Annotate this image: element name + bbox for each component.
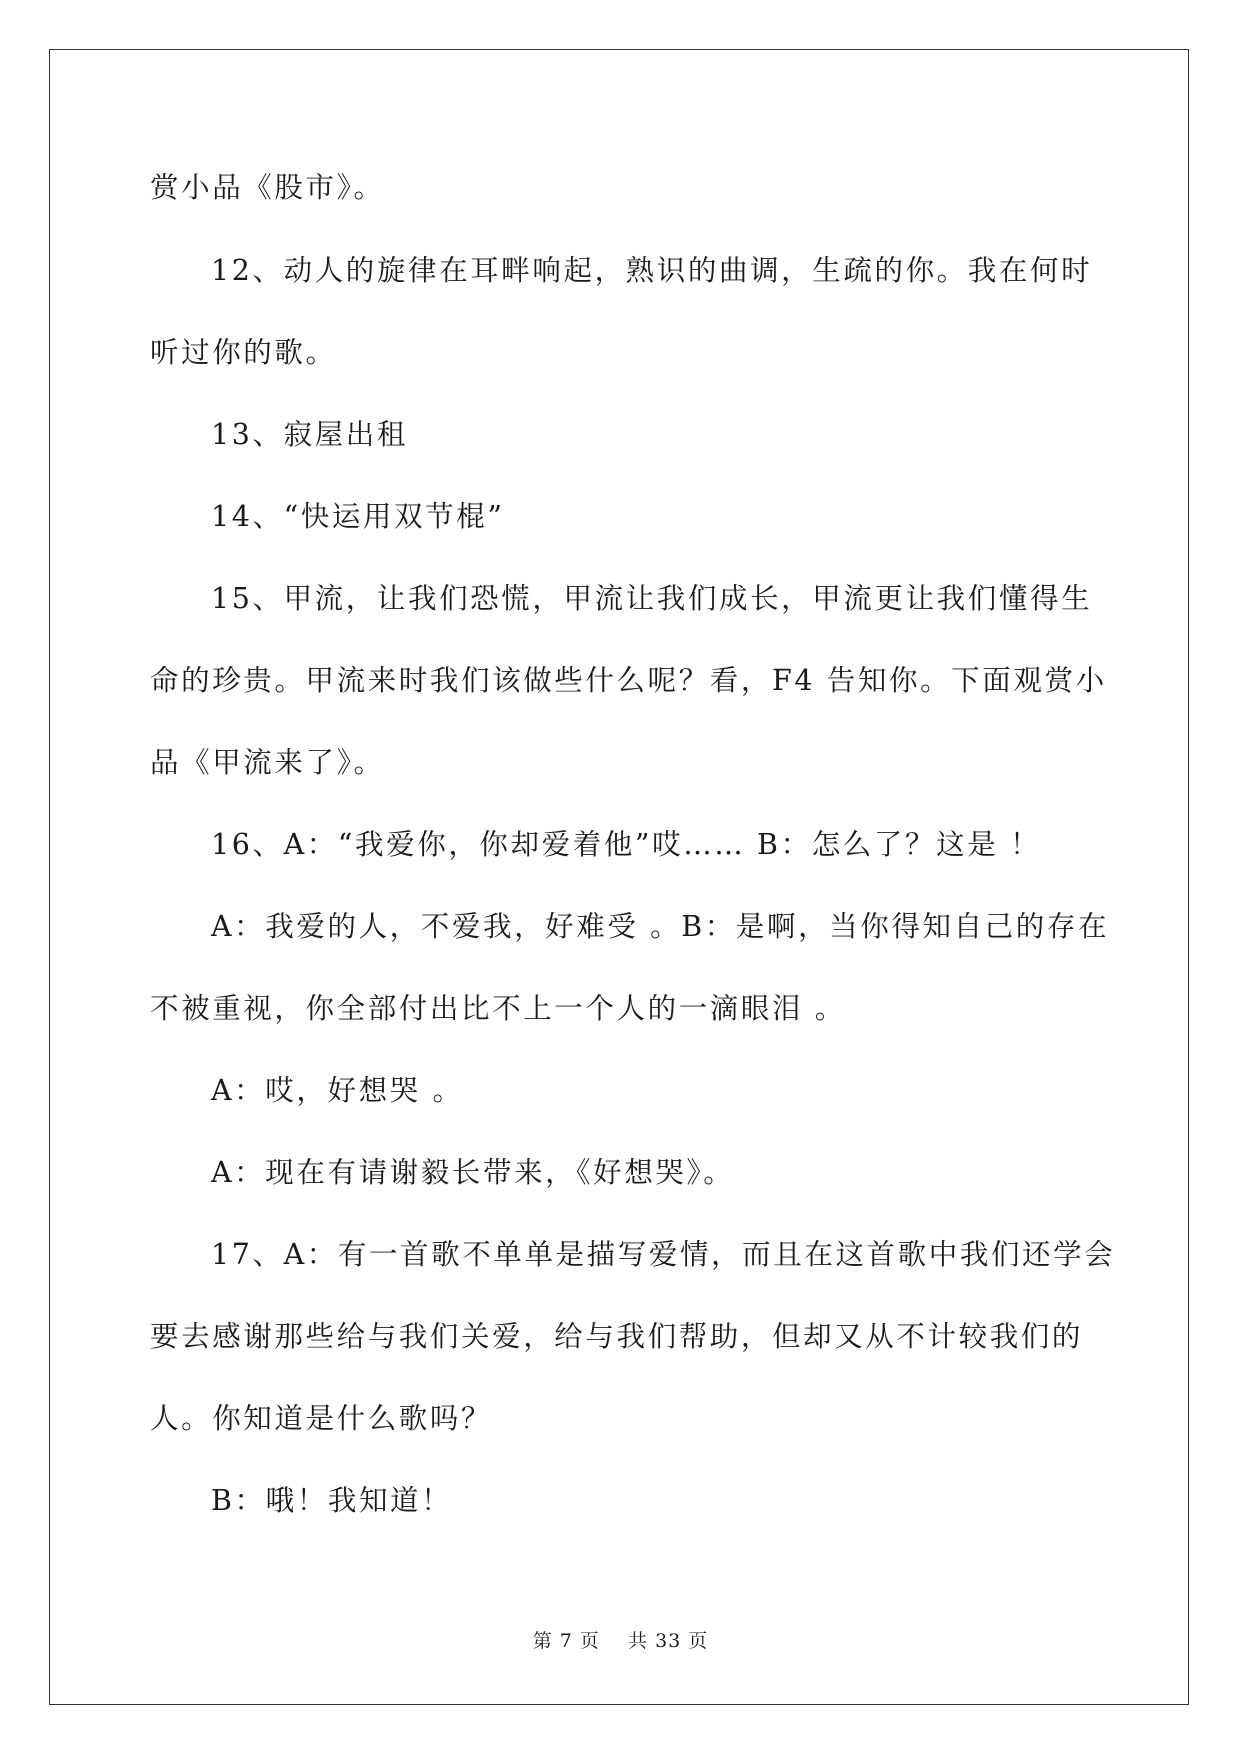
text-line-9: 16、A：“我爱你，你却爱着他”哎…… B：怎么了？这是 ！: [211, 828, 1042, 861]
total-pages: 共 33 页: [628, 1630, 709, 1652]
text-line-14: 17、A：有一首歌不单单是描写爱情，而且在这首歌中我们还学会: [211, 1238, 1116, 1271]
text-line-5: 14、“快运用双节棍”: [211, 500, 505, 533]
text-line-16: 人。你知道是什么歌吗？: [150, 1402, 493, 1435]
page-number: 第 7 页: [532, 1630, 600, 1652]
text-line-8: 品《甲流来了》。: [150, 746, 385, 779]
text-line-7: 命的珍贵。甲流来时我们该做些什么呢？看，F4 告知你。下面观赏小: [150, 664, 1107, 697]
text-line-2: 12、动人的旋律在耳畔响起，熟识的曲调，生疏的你。我在何时: [211, 254, 1093, 287]
text-line-17: B：哦！我知道！: [211, 1484, 453, 1517]
page-footer: [0, 1628, 1241, 1654]
text-line-15: 要去感谢那些给与我们关爱，给与我们帮助，但却又从不计较我们的: [150, 1320, 1084, 1353]
page-border: [49, 49, 1189, 1705]
text-line-1: 赏小品《股市》。: [150, 171, 385, 204]
text-line-10: A：我爱的人，不爱我，好难受 。B：是啊，当你得知自己的存在: [211, 910, 1110, 943]
text-line-3: 听过你的歌。: [150, 336, 337, 369]
text-line-4: 13、寂屋出租: [211, 418, 408, 451]
text-line-13: A：现在有请谢毅长带来，《好想哭》。: [211, 1156, 735, 1189]
text-line-11: 不被重视，你全部付出比不上一个人的一滴眼泪 。: [150, 992, 846, 1025]
text-line-6: 15、甲流，让我们恐慌，甲流让我们成长，甲流更让我们懂得生: [211, 582, 1093, 615]
text-line-12: A：哎，好想哭 。: [211, 1074, 464, 1107]
